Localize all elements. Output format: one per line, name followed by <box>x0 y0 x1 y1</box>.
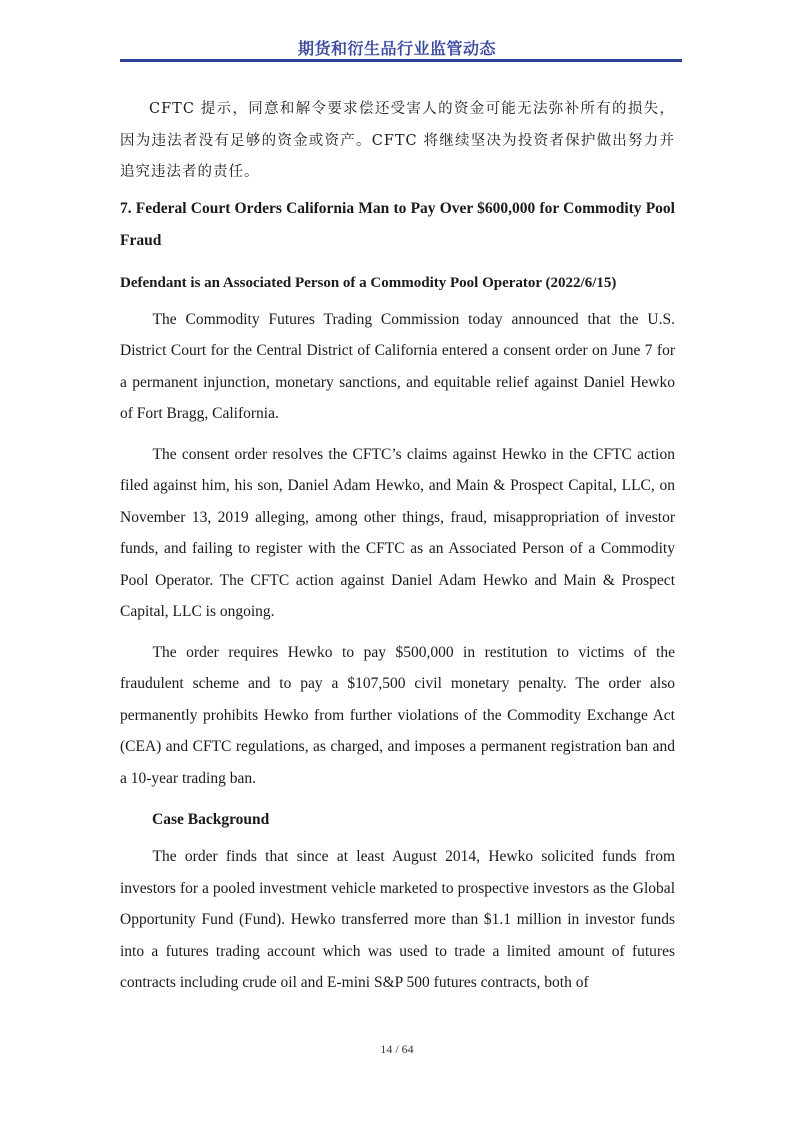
header-rule <box>120 59 682 62</box>
header-title: 期货和衍生品行业监管动态 <box>297 39 496 58</box>
section-title: 7. Federal Court Orders California Man to Pay Over $600,000 for Commodity Pool Fraud <box>120 199 675 249</box>
page-content <box>120 94 675 999</box>
case-background-heading: Case Background <box>152 811 270 828</box>
body-paragraph-3: The order requires Hewko to pay $500,000 in restitution to victims of the fraudulent scheme and to pay a $107,500 civil monetary penalty. The order also permanently prohibits Hewko from further violations of the Commodity Exchange Act (CEA) and CFTC regulations, as charged, and imposes a permanent registration ban and a 10-year trading ban. <box>120 643 675 787</box>
intro-paragraph-cn: CFTC 提示，同意和解令要求偿还受害人的资金可能无法弥补所有的损失，因为违法者没有足够的资金或资产。CFTC 将继续坚决为投资者保护做出努力并追究违法者的责任。 <box>120 101 675 180</box>
section-subtitle: Defendant is an Associated Person of a Commodity Pool Operator (2022/6/15) <box>120 274 617 291</box>
body-paragraph-1: The Commodity Futures Trading Commission today announced that the U.S. District Court for the Central District of California entered a consent order on June 7 for a permanent injunction, monetary sanctions, and equitable relief against Daniel Hewko of Fort Bragg, California. <box>120 310 675 422</box>
case-background-paragraph: The order finds that since at least August 2014, Hewko solicited funds from investors for a pooled investment vehicle marketed to prospective investors as the Global Opportunity Fund (Fund). Hewko transferred more than $1.1 million in investor funds into a futures trading account which was used to trade a limited amount of futures contracts including crude oil and E-mini S&P 500 futures contracts, both of <box>120 848 675 991</box>
body-paragraph-2: The consent order resolves the CFTC’s claims against Hewko in the CFTC action filed against him, his son, Daniel Adam Hewko, and Main & Prospect Capital, LLC, on November 13, 2019 alleging, among other things, fraud, misappropriation of investor funds, and failing to register with the CFTC as an Associated Person of a Commodity Pool Operator. The CFTC action against Daniel Adam Hewko and Main & Prospect Capital, LLC is ongoing. <box>120 445 675 620</box>
page-number: 14 / 64 <box>380 1042 414 1056</box>
